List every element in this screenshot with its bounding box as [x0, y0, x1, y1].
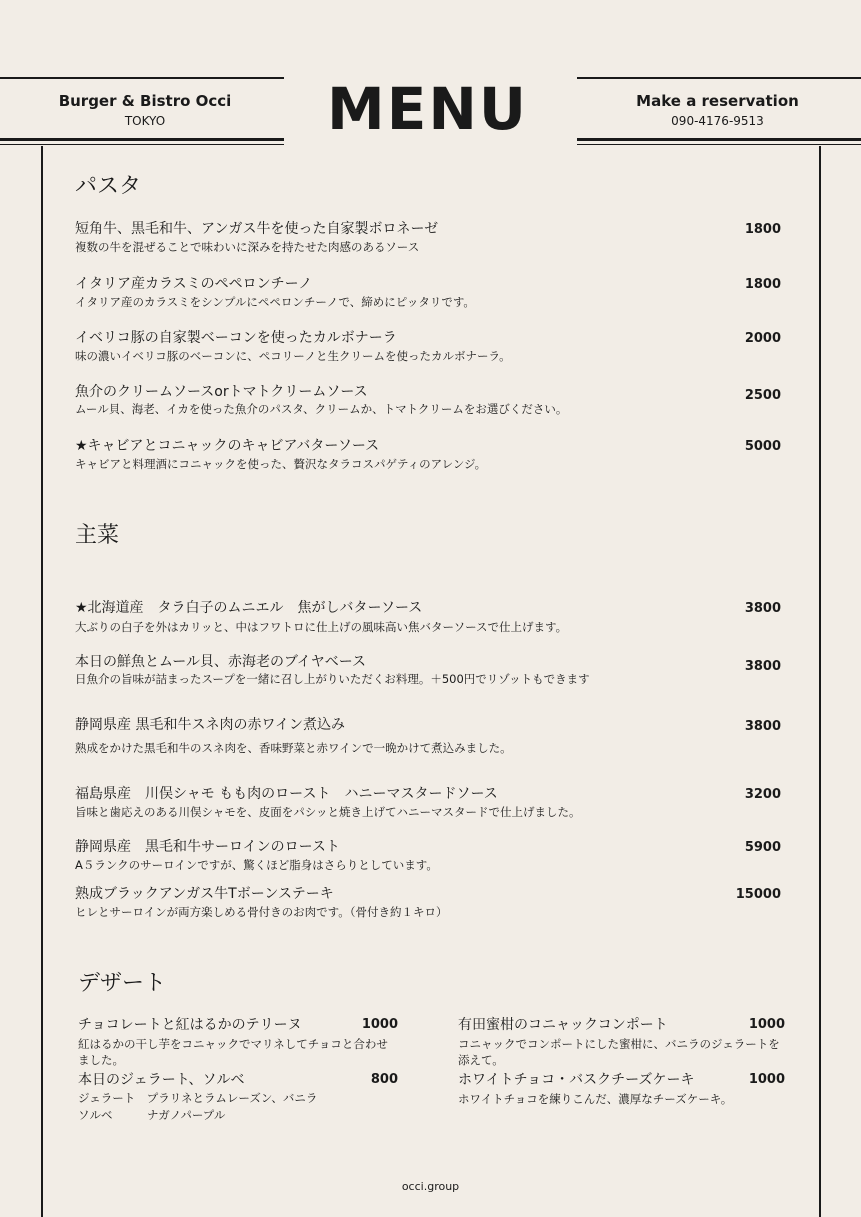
- menu-item-name: ★北海道産 タラ白子のムニエル 焦がしバターソース: [75, 600, 423, 616]
- dessert-item-desc-line: ジェラート プラリネとラムレーズン、バニラ: [78, 1091, 318, 1105]
- dessert-item-price: 800: [370, 1072, 398, 1087]
- menu-item-desc: 味の濃いイベリコ豚のベーコンに、ペコリーノと生クリームを使ったカルボナーラ。: [75, 349, 511, 363]
- dessert-item-desc-line: ソルベ ナガノパープル: [78, 1108, 226, 1122]
- brand-city: TOKYO: [124, 114, 166, 128]
- menu-item-name: イタリア産カラスミのペペロンチーノ: [75, 276, 313, 292]
- menu-item-desc: キャビアと料理酒にコニャックを使った、贅沢なタラコスパゲティのアレンジ。: [75, 457, 487, 471]
- menu-item-price: 5900: [744, 840, 781, 855]
- menu-item-name: イベリコ豚の自家製ベーコンを使ったカルボナーラ: [75, 330, 397, 346]
- menu-item-desc: A５ランクのサーロインですが、驚くほど脂身はさらりとしています。: [75, 858, 438, 872]
- menu-item-price: 15000: [735, 887, 781, 902]
- menu-item-name: 本日の鮮魚とムール貝、赤海老のブイヤベース: [75, 654, 367, 670]
- dessert-item-name: チョコレートと紅はるかのテリーヌ: [78, 1017, 302, 1033]
- dessert-item-name: ホワイトチョコ・バスクチーズケーキ: [458, 1072, 695, 1088]
- section-title-main: 主菜: [75, 523, 120, 548]
- reservation-phone[interactable]: 090-4176-9513: [671, 114, 764, 128]
- menu-item-desc: 大ぶりの白子を外はカリッと、中はフワトロに仕上げの風味高い焦バターソースで仕上げます。: [75, 620, 568, 634]
- menu-item-desc: 複数の牛を混ぜることで味わいに深みを持たせた肉感のあるソース: [75, 240, 420, 254]
- menu-item-price: 3200: [744, 787, 781, 802]
- header-line-left-bottom-thin: [0, 144, 284, 145]
- section-title-pasta: パスタ: [75, 174, 142, 199]
- menu-item-desc: イタリア産のカラスミをシンプルにペペロンチーノで、締めにピッタリです。: [75, 295, 475, 309]
- dessert-item-price: 1000: [361, 1017, 398, 1032]
- header-line-right-bottom-thin: [577, 144, 861, 145]
- menu-item-price: 3800: [744, 601, 781, 616]
- page-title: MENU: [327, 75, 528, 143]
- menu-item-name: 熟成ブラックアンガス牛Tボーンステーキ: [75, 886, 334, 902]
- dessert-item-name: 本日のジェラート、ソルベ: [78, 1072, 245, 1088]
- menu-item-name: 静岡県産 黒毛和牛スネ肉の赤ワイン煮込み: [75, 717, 346, 733]
- menu-item-name: ★キャビアとコニャックのキャビアバターソース: [75, 438, 380, 454]
- menu-item-desc: 旨味と歯応えのある川俣シャモを、皮面をパシッと焼き上げてハニーマスタードで仕上げました。: [75, 805, 581, 819]
- footer-site-link[interactable]: occi.group: [401, 1180, 460, 1193]
- menu-item-desc: ムール貝、海老、イカを使った魚介のパスタ、クリームか、トマトクリームをお選びください。: [75, 402, 568, 416]
- header-line-left-bottom: [0, 138, 284, 141]
- menu-item-name: 魚介のクリームソースorトマトクリームソース: [75, 384, 368, 400]
- menu-item-price: 3800: [744, 659, 781, 674]
- menu-item-desc: 日魚介の旨味が詰まったスープを一緒に召し上がりいただくお料理。＋500円でリゾットもできます: [75, 672, 590, 686]
- dessert-item-desc: ホワイトチョコを練りこんだ、濃厚なチーズケーキ。: [458, 1092, 733, 1106]
- menu-item-name: 短角牛、黒毛和牛、アンガス牛を使った自家製ボロネーゼ: [75, 221, 439, 237]
- frame-line-left: [41, 146, 43, 1217]
- menu-item-price: 1800: [744, 277, 781, 292]
- menu-item-price: 1800: [744, 222, 781, 237]
- menu-item-price: 5000: [744, 439, 781, 454]
- menu-item-price: 2000: [744, 331, 781, 346]
- reservation-label: Make a reservation: [636, 92, 799, 110]
- dessert-item-desc: コニャックでコンポートにした蜜柑に、バニラのジェラートを添えて。: [458, 1037, 780, 1067]
- menu-item-name: 福島県産 川俣シャモ もも肉のロースト ハニーマスタードソース: [75, 786, 498, 802]
- section-title-dessert: デザート: [78, 971, 167, 996]
- menu-item-desc: 熟成をかけた黒毛和牛のスネ肉を、香味野菜と赤ワインで一晩かけて煮込みました。: [75, 741, 512, 755]
- menu-item-desc: ヒレとサーロインが両方楽しめる骨付きのお肉です。（骨付き約１キロ）: [75, 905, 448, 919]
- frame-line-right: [819, 146, 821, 1217]
- dessert-item-desc: 紅はるかの干し芋をコニャックでマリネしてチョコと合わせました。: [78, 1037, 388, 1067]
- header-line-right-bottom: [577, 138, 861, 141]
- dessert-item-price: 1000: [748, 1017, 785, 1032]
- header-line-right-top: [577, 77, 861, 79]
- brand-name: Burger & Bistro Occi: [58, 92, 232, 110]
- dessert-item-name: 有田蜜柑のコニャックコンポート: [458, 1017, 668, 1033]
- header-line-left-top: [0, 77, 284, 79]
- dessert-item-price: 1000: [748, 1072, 785, 1087]
- menu-item-price: 2500: [744, 388, 781, 403]
- menu-item-price: 3800: [744, 719, 781, 734]
- menu-item-name: 静岡県産 黒毛和牛サーロインのロースト: [75, 839, 340, 855]
